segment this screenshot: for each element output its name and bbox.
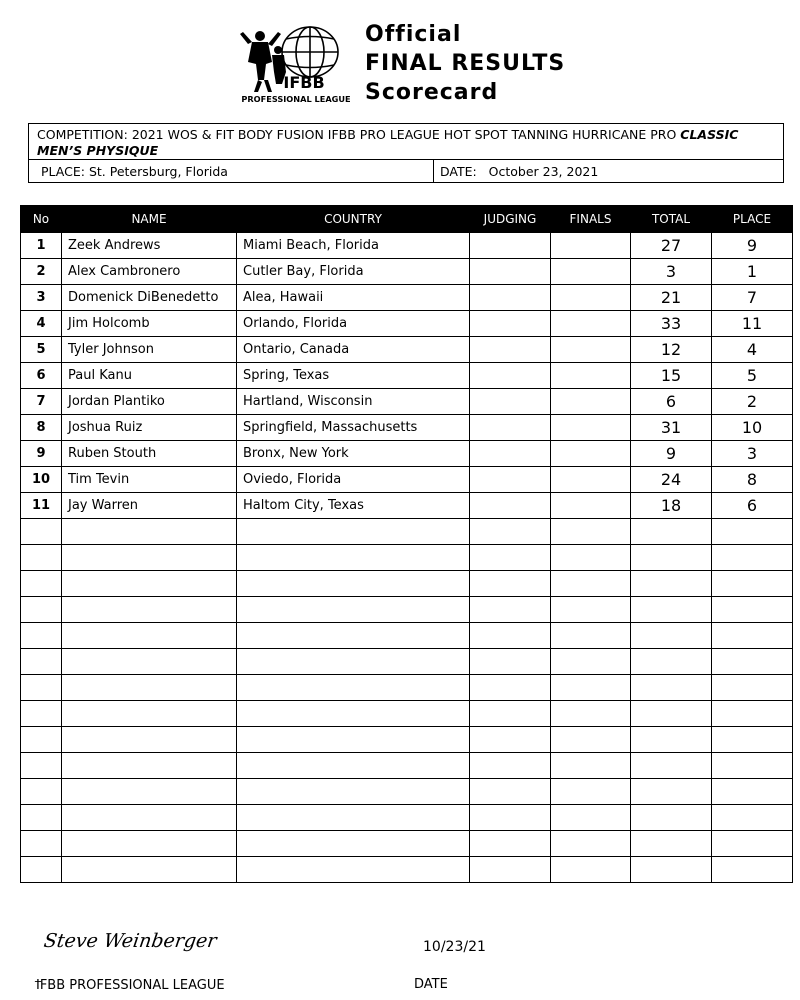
cell-judging (470, 311, 551, 337)
header-judging: JUDGING (470, 206, 551, 233)
cell-place: 2 (712, 389, 793, 415)
cell-total (631, 623, 712, 649)
cell-country: Hartland, Wisconsin (237, 389, 470, 415)
cell-no (21, 701, 62, 727)
table-row (21, 623, 793, 649)
place-value: St. Petersburg, Florida (88, 164, 228, 179)
date-row (434, 160, 783, 183)
table-row (21, 285, 793, 311)
cell-place: 11 (712, 311, 793, 337)
cell-finals (551, 597, 631, 623)
cell-total: 9 (631, 441, 712, 467)
cell-total: 6 (631, 389, 712, 415)
cell-name: Tyler Johnson (62, 337, 237, 363)
cell-judging (470, 831, 551, 857)
table-row (21, 519, 793, 545)
cell-country: Orlando, Florida (237, 311, 470, 337)
cell-judging (470, 363, 551, 389)
cell-judging (470, 857, 551, 883)
place-label: PLACE: (41, 164, 85, 179)
table-row (21, 441, 793, 467)
cell-no: 8 (21, 415, 62, 441)
cell-no (21, 805, 62, 831)
cell-judging (470, 493, 551, 519)
cell-place (712, 623, 793, 649)
results-table (20, 205, 793, 883)
cell-country: Springfield, Massachusetts (237, 415, 470, 441)
cell-country: Alea, Hawaii (237, 285, 470, 311)
cell-place (712, 649, 793, 675)
competition-info-box (28, 123, 784, 183)
cell-country (237, 727, 470, 753)
cell-no (21, 779, 62, 805)
cell-no (21, 831, 62, 857)
cell-total: 18 (631, 493, 712, 519)
cell-name: Alex Cambronero (62, 259, 237, 285)
cell-name: Domenick DiBenedetto (62, 285, 237, 311)
cell-place: 9 (712, 233, 793, 259)
table-row (21, 337, 793, 363)
cell-country: Ontario, Canada (237, 337, 470, 363)
header-no: No (21, 206, 62, 233)
header-name: NAME (62, 206, 237, 233)
title-line-official: Official (365, 22, 462, 47)
cell-country (237, 831, 470, 857)
results-body (21, 233, 793, 883)
header-finals: FINALS (551, 206, 631, 233)
cell-country (237, 779, 470, 805)
table-row (21, 831, 793, 857)
cell-name: Joshua Ruiz (62, 415, 237, 441)
table-row (21, 701, 793, 727)
cell-no: 10 (21, 467, 62, 493)
cell-finals (551, 337, 631, 363)
cell-place (712, 727, 793, 753)
cell-total (631, 675, 712, 701)
table-row (21, 597, 793, 623)
cell-finals (551, 389, 631, 415)
cell-no (21, 857, 62, 883)
cell-country: Spring, Texas (237, 363, 470, 389)
cell-total (631, 831, 712, 857)
cell-no (21, 519, 62, 545)
cell-no (21, 623, 62, 649)
signature-line: _ (35, 968, 41, 982)
place-row (29, 160, 434, 183)
cell-country (237, 701, 470, 727)
cell-country: Miami Beach, Florida (237, 233, 470, 259)
cell-finals (551, 701, 631, 727)
cell-place (712, 545, 793, 571)
cell-finals (551, 363, 631, 389)
cell-country: Bronx, New York (237, 441, 470, 467)
cell-no: 3 (21, 285, 62, 311)
cell-place: 4 (712, 337, 793, 363)
cell-finals (551, 233, 631, 259)
cell-finals (551, 779, 631, 805)
cell-country (237, 675, 470, 701)
cell-total: 27 (631, 233, 712, 259)
table-row (21, 675, 793, 701)
table-row (21, 857, 793, 883)
cell-finals (551, 857, 631, 883)
cell-name: Paul Kanu (62, 363, 237, 389)
competition-name: 2021 WOS & FIT BODY FUSION IFBB PRO LEAGUE HOT SPOT TANNING HURRICANE PRO (131, 127, 677, 142)
cell-total (631, 545, 712, 571)
cell-total (631, 571, 712, 597)
cell-total (631, 805, 712, 831)
organization-label: IFBB PROFESSIONAL LEAGUE (36, 978, 225, 993)
ifbb-logo (238, 22, 356, 106)
table-row (21, 545, 793, 571)
cell-finals (551, 831, 631, 857)
cell-name: Jay Warren (62, 493, 237, 519)
cell-name: Ruben Stouth (62, 441, 237, 467)
cell-total: 24 (631, 467, 712, 493)
cell-finals (551, 623, 631, 649)
competition-category: CLASSIC MEN’S PHYSIQUE (37, 127, 739, 158)
title-line-scorecard: Scorecard (365, 80, 499, 105)
logo-subtext: PROFESSIONAL LEAGUE (241, 94, 351, 104)
cell-no: 11 (21, 493, 62, 519)
cell-no (21, 753, 62, 779)
cell-judging (470, 649, 551, 675)
cell-place: 7 (712, 285, 793, 311)
cell-name (62, 545, 237, 571)
logo-text: IFBB (283, 73, 325, 92)
cell-place (712, 831, 793, 857)
cell-finals (551, 493, 631, 519)
cell-judging (470, 701, 551, 727)
cell-name (62, 623, 237, 649)
cell-place: 1 (712, 259, 793, 285)
cell-total (631, 727, 712, 753)
cell-name: Jim Holcomb (62, 311, 237, 337)
cell-country (237, 545, 470, 571)
cell-judging (470, 571, 551, 597)
cell-no (21, 727, 62, 753)
cell-judging (470, 259, 551, 285)
cell-finals (551, 675, 631, 701)
cell-judging (470, 233, 551, 259)
cell-country (237, 805, 470, 831)
cell-name (62, 649, 237, 675)
cell-finals (551, 753, 631, 779)
cell-country (237, 623, 470, 649)
table-row (21, 753, 793, 779)
cell-place: 5 (712, 363, 793, 389)
cell-finals (551, 259, 631, 285)
cell-finals (551, 285, 631, 311)
cell-total (631, 779, 712, 805)
table-header-row (21, 206, 793, 233)
cell-name (62, 597, 237, 623)
cell-judging (470, 779, 551, 805)
table-row (21, 363, 793, 389)
table-row (21, 233, 793, 259)
cell-country (237, 571, 470, 597)
cell-name (62, 519, 237, 545)
cell-finals (551, 519, 631, 545)
title-line-final-results: FINAL RESULTS (365, 51, 566, 76)
scorecard-title (365, 20, 565, 107)
competition-row (29, 124, 783, 160)
cell-total: 3 (631, 259, 712, 285)
signed-date: 10/23/21 (423, 939, 486, 955)
footer-date-label: DATE (414, 977, 448, 992)
cell-place (712, 519, 793, 545)
cell-place: 10 (712, 415, 793, 441)
cell-name (62, 675, 237, 701)
cell-name (62, 831, 237, 857)
cell-place (712, 857, 793, 883)
cell-total: 15 (631, 363, 712, 389)
cell-name (62, 753, 237, 779)
cell-no (21, 649, 62, 675)
cell-name (62, 779, 237, 805)
cell-finals (551, 415, 631, 441)
cell-judging (470, 519, 551, 545)
cell-place (712, 779, 793, 805)
cell-no: 9 (21, 441, 62, 467)
cell-name (62, 701, 237, 727)
cell-no: 4 (21, 311, 62, 337)
cell-country (237, 597, 470, 623)
cell-name (62, 727, 237, 753)
cell-place (712, 753, 793, 779)
cell-judging (470, 623, 551, 649)
cell-total (631, 519, 712, 545)
table-row (21, 779, 793, 805)
cell-judging (470, 337, 551, 363)
cell-judging (470, 675, 551, 701)
cell-judging (470, 467, 551, 493)
cell-judging (470, 415, 551, 441)
table-row (21, 571, 793, 597)
cell-no (21, 545, 62, 571)
competition-label: COMPETITION: (37, 127, 128, 142)
cell-finals (551, 467, 631, 493)
cell-country: Cutler Bay, Florida (237, 259, 470, 285)
cell-place (712, 597, 793, 623)
cell-finals (551, 649, 631, 675)
cell-country (237, 649, 470, 675)
table-row (21, 311, 793, 337)
cell-country (237, 753, 470, 779)
cell-name (62, 805, 237, 831)
cell-name (62, 857, 237, 883)
cell-no: 5 (21, 337, 62, 363)
table-row (21, 805, 793, 831)
table-row (21, 259, 793, 285)
cell-no: 2 (21, 259, 62, 285)
header-country: COUNTRY (237, 206, 470, 233)
cell-total (631, 649, 712, 675)
cell-finals (551, 441, 631, 467)
cell-finals (551, 311, 631, 337)
cell-country (237, 857, 470, 883)
cell-total: 33 (631, 311, 712, 337)
table-row (21, 467, 793, 493)
table-row (21, 649, 793, 675)
cell-no (21, 571, 62, 597)
cell-judging (470, 753, 551, 779)
cell-place (712, 701, 793, 727)
cell-judging (470, 389, 551, 415)
cell-place: 6 (712, 493, 793, 519)
judge-signature: Steve Weinberger (42, 930, 218, 952)
cell-place (712, 571, 793, 597)
cell-country (237, 519, 470, 545)
header-place: PLACE (712, 206, 793, 233)
cell-place (712, 805, 793, 831)
cell-name: Jordan Plantiko (62, 389, 237, 415)
cell-place: 3 (712, 441, 793, 467)
cell-name: Zeek Andrews (62, 233, 237, 259)
table-row (21, 493, 793, 519)
cell-no: 7 (21, 389, 62, 415)
cell-no (21, 675, 62, 701)
table-row (21, 727, 793, 753)
cell-country: Haltom City, Texas (237, 493, 470, 519)
cell-total (631, 857, 712, 883)
cell-no: 6 (21, 363, 62, 389)
date-value: October 23, 2021 (488, 164, 599, 179)
cell-no (21, 597, 62, 623)
cell-judging (470, 545, 551, 571)
cell-finals (551, 545, 631, 571)
cell-total (631, 597, 712, 623)
cell-place (712, 675, 793, 701)
table-row (21, 415, 793, 441)
cell-judging (470, 805, 551, 831)
table-row (21, 389, 793, 415)
cell-judging (470, 727, 551, 753)
cell-total: 31 (631, 415, 712, 441)
date-label: DATE: (440, 164, 477, 179)
cell-finals (551, 727, 631, 753)
cell-total: 21 (631, 285, 712, 311)
cell-finals (551, 571, 631, 597)
cell-total: 12 (631, 337, 712, 363)
header-total: TOTAL (631, 206, 712, 233)
cell-total (631, 753, 712, 779)
cell-country: Oviedo, Florida (237, 467, 470, 493)
cell-judging (470, 285, 551, 311)
cell-judging (470, 441, 551, 467)
cell-name (62, 571, 237, 597)
cell-place: 8 (712, 467, 793, 493)
cell-name: Tim Tevin (62, 467, 237, 493)
cell-no: 1 (21, 233, 62, 259)
cell-judging (470, 597, 551, 623)
cell-total (631, 701, 712, 727)
cell-finals (551, 805, 631, 831)
